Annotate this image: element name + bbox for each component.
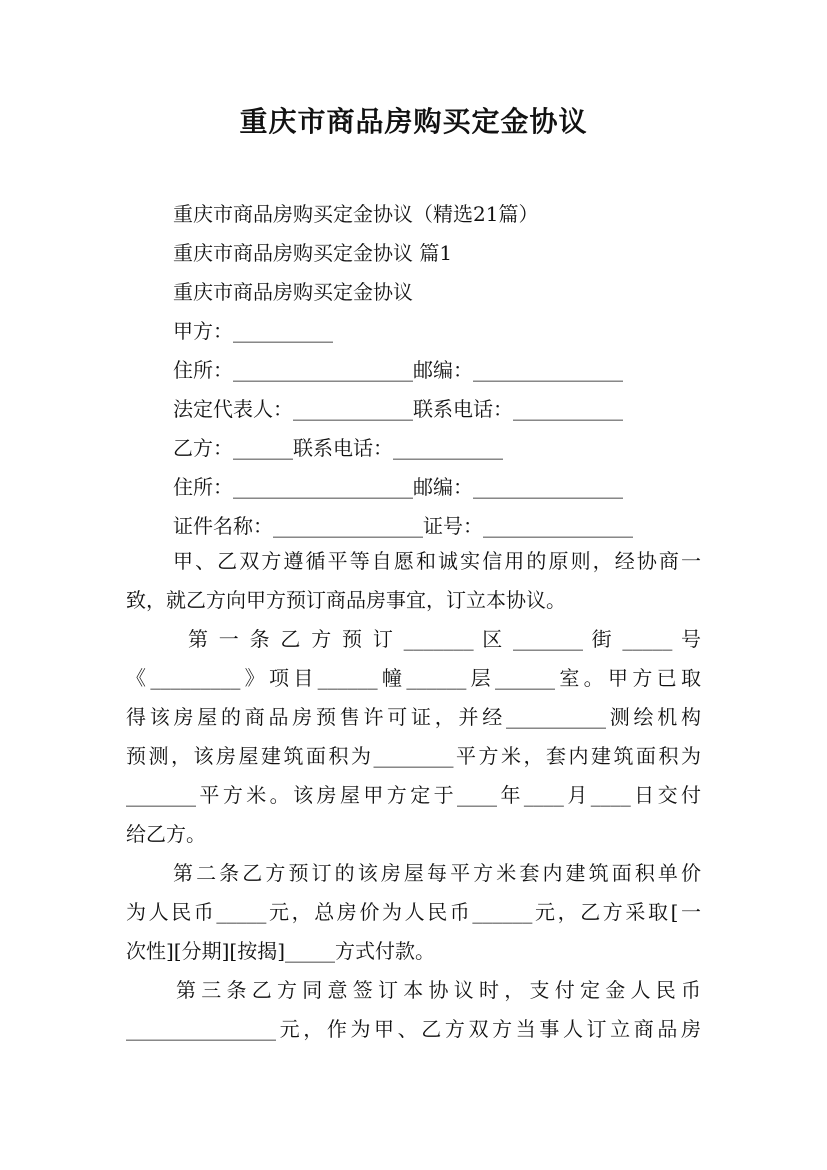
document-title: 重庆市商品房购买定金协议 — [239, 105, 588, 138]
agreement-name: 重庆市商品房购买定金协议 — [173, 280, 413, 304]
article-2-line: 第二条乙方预订的该房屋每平方米套内建筑面积单价 — [173, 861, 701, 885]
article-1-line: _______平方米。该房屋甲方定于____年____月____日交付 — [126, 783, 701, 807]
article-3-line: 第三条乙方同意签订本协议时，支付定金人民币 — [176, 978, 701, 1002]
party-b-address-field: 住所：__________________邮编：_______________ — [173, 475, 623, 499]
article-2-line: 为人民币_____元，总房价为人民币______元，乙方采取[一 — [126, 900, 701, 924]
article-3-line: _______________元，作为甲、乙方双方当事人订立商品房 — [126, 1017, 701, 1041]
article-1-line: 《_________》项目______幢______层______室。甲方已取 — [126, 666, 701, 690]
preamble-line: 致，就乙方向甲方预订商品房事宜，订立本协议。 — [126, 588, 566, 612]
article-1-line: 第 一 条 乙 方 预 订 _______ 区 _______ 街 _____ 号 — [188, 627, 701, 651]
article-3-paragraph — [126, 971, 701, 1049]
article-2-line: 次性][分期][按揭]_____方式付款。 — [126, 939, 436, 963]
article-2-paragraph — [126, 854, 701, 971]
party-a-field: 甲方：__________ — [173, 319, 333, 343]
preamble-line: 甲、乙双方遵循平等自愿和诚实信用的原则，经协商一 — [173, 549, 701, 573]
article-1-line: 预测，该房屋建筑面积为________平方米，套内建筑面积为 — [126, 744, 701, 768]
id-document-field: 证件名称：_______________证号：_______________ — [173, 514, 633, 538]
article-1-line: 给乙方。 — [126, 822, 206, 846]
article-1-paragraph — [126, 620, 701, 854]
legal-representative-field: 法定代表人：____________联系电话：___________ — [173, 397, 623, 421]
section-heading: 重庆市商品房购买定金协议 篇1 — [173, 241, 453, 265]
party-a-address-field: 住所：__________________邮编：_______________ — [173, 358, 623, 382]
party-b-field: 乙方：______联系电话：___________ — [173, 436, 503, 460]
subtitle-line: 重庆市商品房购买定金协议（精选21篇） — [173, 202, 539, 226]
preamble-paragraph — [126, 542, 701, 620]
article-1-line: 得该房屋的商品房预售许可证，并经__________测绘机构 — [126, 705, 701, 729]
